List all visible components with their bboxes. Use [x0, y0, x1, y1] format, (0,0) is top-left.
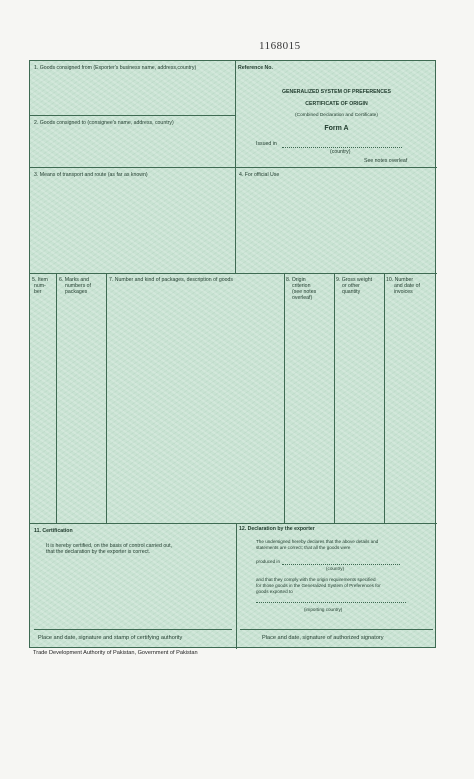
divider-box1-box2	[30, 115, 235, 116]
col-sep-9-10	[384, 273, 385, 523]
col5-header-l2: num-	[34, 283, 46, 289]
col10-header-l1: 10. Number	[386, 277, 414, 283]
col9-header-l3: quantity	[342, 289, 361, 295]
produced-in-line	[282, 564, 400, 565]
divider-columns-box11	[30, 523, 437, 524]
box3-label: 3. Means of transport and route (as far as known)	[34, 172, 148, 178]
col8-header-l4: overleaf)	[292, 295, 313, 301]
col8-header-l1: 8. Origin	[286, 277, 306, 283]
box12-text2: statements are correct; that all the goods were	[256, 545, 351, 550]
col6-header-l3: packages	[65, 289, 88, 295]
col-sep-6-7	[106, 273, 107, 523]
serial-number: 1168015	[259, 40, 301, 52]
box11-text1: It is hereby certified, on the basis of control carried out,	[46, 543, 173, 549]
col5-header-l1: 5. Item	[32, 277, 48, 283]
see-notes-label: See notes overleaf	[364, 158, 408, 164]
header-gsp: GENERALIZED SYSTEM OF PREFERENCES	[282, 89, 391, 95]
box12-comply2: for those goods in the Generalized System of Preferences for	[256, 583, 381, 588]
header-combined: (Combined Declaration and Certificate)	[295, 113, 378, 118]
produced-in-label: produced in	[256, 559, 281, 564]
box11-signature-label: Place and date, signature and stamp of certifying authority	[38, 635, 183, 641]
col6-header-l1: 6. Marks and	[59, 277, 89, 283]
col10-header-l2: and date of	[394, 283, 420, 289]
col10-header-l3: invoices	[394, 289, 413, 295]
box12-comply1: and that they comply with the origin requirements specified	[256, 577, 376, 582]
col8-header-l2: criterion	[292, 283, 311, 289]
produced-country-label: (country)	[326, 566, 345, 571]
sign-line-12	[240, 629, 433, 630]
col7-header: 7. Number and kind of packages, description of goods	[109, 277, 233, 283]
box12-comply3: goods exported to	[256, 589, 293, 594]
header-form-a: Form A	[324, 125, 349, 132]
issued-country-label: (country)	[330, 149, 351, 155]
col6-header-l2: numbers of	[65, 283, 91, 289]
reference-label: Reference No.	[238, 65, 273, 71]
col-sep-5-6	[56, 273, 57, 523]
certificate-form	[29, 60, 436, 648]
col9-header-l1: 9. Gross weight	[336, 277, 373, 283]
col8-header-l3: (see notes	[292, 289, 317, 295]
box4-label: 4. For official Use	[239, 172, 280, 178]
box12-signature-label: Place and date, signature of authorized signatory	[262, 635, 384, 641]
box11-label: 11. Certification	[34, 528, 73, 534]
col5-header-l3: ber	[34, 289, 42, 295]
col9-header-l2: or other	[342, 283, 360, 289]
box12-label: 12. Declaration by the exporter	[239, 526, 315, 532]
col-sep-7-8	[284, 273, 285, 523]
importing-country-label: (importing country)	[304, 607, 343, 612]
divider-box2-box3	[30, 167, 437, 168]
box1-label: 1. Goods consigned from (Exporter's business name, address,country)	[34, 65, 197, 71]
issued-in-label: Issued in	[256, 141, 277, 147]
box12-text1: The undersigned hereby declares that the above details and	[256, 539, 379, 544]
box2-label: 2. Goods consigned to (consignee's name, address, country)	[34, 120, 174, 126]
col-sep-8-9	[334, 273, 335, 523]
issued-in-line	[282, 147, 402, 148]
importing-country-line	[256, 602, 406, 603]
box11-text2: that the declaration by the exporter is correct.	[46, 549, 151, 555]
footer-authority: Trade Development Authority of Pakistan, Government of Pakistan	[33, 650, 198, 656]
sign-line-11	[34, 629, 232, 630]
header-certificate: CERTIFICATE OF ORIGIN	[305, 101, 368, 107]
divider-box11-box12	[236, 523, 237, 649]
divider-box3-columns	[30, 273, 437, 274]
